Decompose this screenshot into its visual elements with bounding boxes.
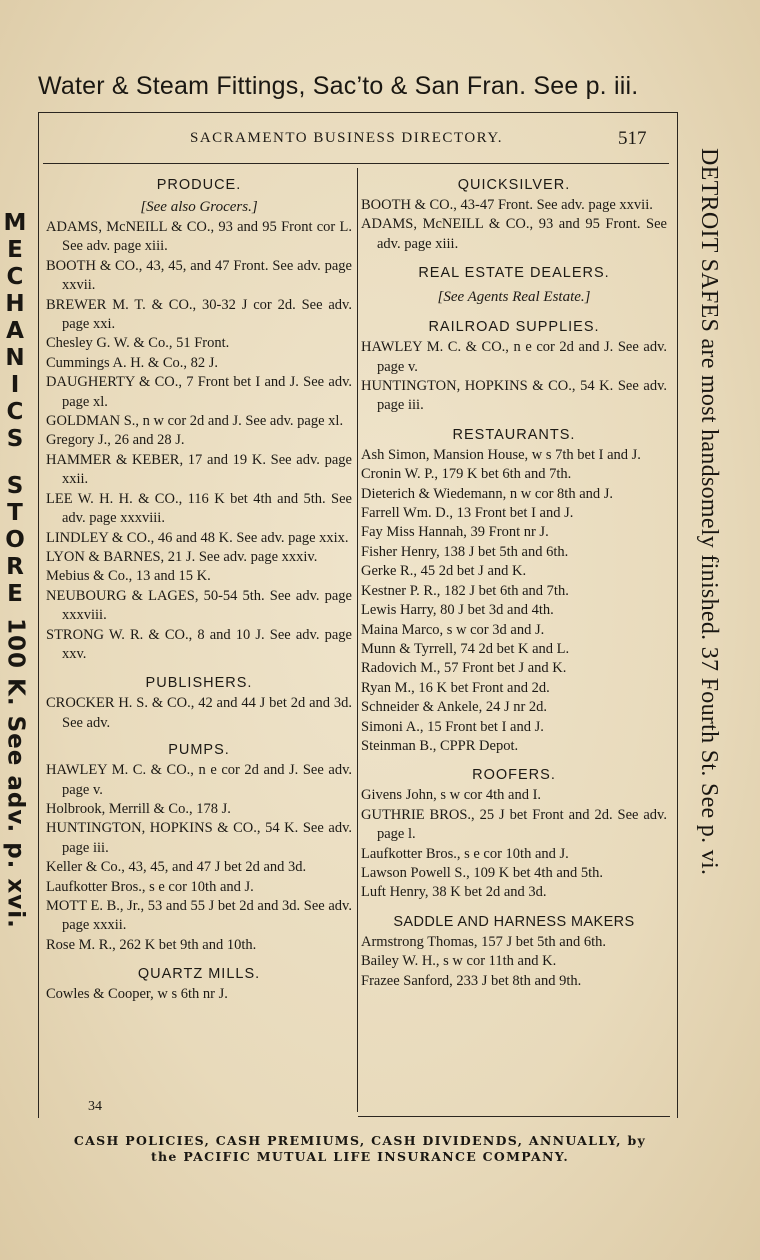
directory-entry: HAMMER & KEBER, 17 and 19 K. See adv. page xxii. <box>46 451 352 488</box>
bottom-rule <box>358 1116 670 1117</box>
left-banner-letter: H <box>5 291 25 317</box>
directory-entry: DAUGHERTY & CO., 7 Front bet I and J. See adv. page xl. <box>46 374 352 410</box>
footer-line-2: the PACIFIC MUTUAL LIFE INSURANCE COMPANY. <box>150 1149 570 1164</box>
directory-entry: CROCKER H. S. & CO., 42 and 44 J bet 2d and 3d. See adv. <box>46 695 352 731</box>
left-advertisement-banner <box>0 210 35 1090</box>
directory-entry: Holbrook, Merrill & Co., 178 J. <box>46 800 231 817</box>
left-banner-letter: I <box>10 372 20 398</box>
section-heading-publishers: PUBLISHERS. <box>145 675 253 692</box>
running-head: SACRAMENTO BUSINESS DIRECTORY. <box>190 130 503 146</box>
directory-entry: Keller & Co., 43, 45, and 47 J bet 2d and 3d. <box>46 859 307 876</box>
directory-entry: Givens John, s w cor 4th and I. <box>361 787 542 804</box>
left-banner-letter: M <box>3 210 27 236</box>
left-banner-letter: C <box>6 399 24 425</box>
directory-entry: NEUBOURG & LAGES, 50-54 5th. See adv. page xxxviii. <box>46 587 352 624</box>
directory-entry: Laufkotter Bros., s e cor 10th and J. <box>361 845 569 862</box>
directory-entry: Dieterich & Wiedemann, n w cor 8th and J. <box>361 485 614 502</box>
directory-entry: Frazee Sanford, 233 J bet 8th and 9th. <box>361 972 582 989</box>
left-banner-letter: N <box>5 345 25 371</box>
directory-entry: Ash Simon, Mansion House, w s 7th bet I and J. <box>361 446 641 463</box>
directory-entry: Fay Miss Hannah, 39 Front nr J. <box>361 524 549 541</box>
directory-entry: Lawson Powell S., 109 K bet 4th and 5th. <box>361 864 604 881</box>
directory-entry: LINDLEY & CO., 46 and 48 K. See adv. page xxix. <box>46 529 349 546</box>
page-number: 517 <box>618 128 647 149</box>
directory-entry: Mebius & Co., 13 and 15 K. <box>46 568 211 585</box>
section-heading-produce: PRODUCE. <box>156 177 242 193</box>
left-banner-letter: S <box>6 473 24 499</box>
bottom-advertisement <box>40 1133 680 1165</box>
left-banner-rest: 100 K. See adv. p. xvi. <box>2 618 29 929</box>
section-heading-quicksilver: QUICKSILVER. <box>457 177 571 193</box>
directory-entry: Cummings A. H. & Co., 82 J. <box>46 354 219 371</box>
left-banner-letter: O <box>5 527 25 553</box>
directory-entry: Radovich M., 57 Front bet J and K. <box>361 660 567 677</box>
directory-entry: LYON & BARNES, 21 J. See adv. page xxxiv. <box>46 548 318 565</box>
section-heading-roofers: ROOFERS. <box>472 767 556 784</box>
directory-entry: Maina Marco, s w cor 3d and J. <box>361 621 545 638</box>
directory-entry: Simoni A., 15 Front bet I and J. <box>361 718 544 735</box>
directory-entry: Gregory J., 26 and 28 J. <box>46 432 185 449</box>
section-heading-real-estate: REAL ESTATE DEALERS. <box>418 265 610 282</box>
directory-entry: Schneider & Ankele, 24 J nr 2d. <box>361 699 548 716</box>
cross-reference-note: [See Agents Real Estate.] <box>437 289 591 306</box>
directory-entry: HAWLEY M. C. & CO., n e cor 2d and J. See adv. page v. <box>361 339 667 375</box>
section-heading-saddle-harness: SADDLE AND HARNESS MAKERS <box>393 913 635 930</box>
column-divider <box>357 168 358 1112</box>
directory-entry: Steinman B., CPPR Depot. <box>361 737 519 754</box>
directory-entry: ADAMS, McNEILL & CO., 93 and 95 Front. See adv. page xiii. <box>361 216 667 252</box>
left-banner-letter: T <box>7 500 23 526</box>
top-advertisement-banner: Water & Steam Fittings, Sac’to & San Fran. See p. iii. <box>38 72 639 100</box>
section-heading-restaurants: RESTAURANTS. <box>452 426 576 443</box>
directory-entry: MOTT E. B., Jr., 53 and 55 J bet 2d and 3d. See adv. page xxxii. <box>46 898 352 934</box>
directory-entry: Ryan M., 16 K bet Front and 2d. <box>361 679 550 696</box>
directory-entry: GUTHRIE BROS., 25 J bet Front and 2d. See adv. page l. <box>361 806 667 843</box>
directory-entry: Armstrong Thomas, 157 J bet 5th and 6th. <box>361 933 607 950</box>
left-banner-letter: E <box>7 581 23 607</box>
left-banner-letter: S <box>6 426 24 452</box>
directory-entry: Lewis Harry, 80 J bet 3d and 4th. <box>361 602 554 619</box>
signature-mark: 34 <box>88 1099 102 1114</box>
directory-entry: Gerke R., 45 2d bet J and K. <box>361 563 527 580</box>
directory-entry: HUNTINGTON, HOPKINS & CO., 54 K. See adv. page iii. <box>361 378 667 414</box>
directory-entry: LEE W. H. H. & CO., 116 K bet 4th and 5th. See adv. page xxxviii. <box>46 490 352 527</box>
left-banner-letter: E <box>7 237 23 263</box>
directory-entry: Laufkotter Bros., s e cor 10th and J. <box>46 878 254 895</box>
directory-entry: Chesley G. W. & Co., 51 Front. <box>46 335 230 352</box>
left-banner-letter: C <box>6 264 24 290</box>
directory-entry: GOLDMAN S., n w cor 2d and J. See adv. page xl. <box>46 413 344 430</box>
directory-entry: Kestner P. R., 182 J bet 6th and 7th. <box>361 582 569 599</box>
left-column <box>46 172 352 1005</box>
section-heading-quartz-mills: QUARTZ MILLS. <box>137 966 261 983</box>
directory-entry: BOOTH & CO., 43, 45, and 47 Front. See adv. page xxvii. <box>46 257 352 294</box>
directory-entry: Luft Henry, 38 K bet 2d and 3d. <box>361 884 547 901</box>
directory-entry: Cowles & Cooper, w s 6th nr J. <box>46 986 228 1003</box>
left-banner-letter: A <box>6 318 24 344</box>
directory-entry: BREWER M. T. & CO., 30-32 J cor 2d. See adv. page xxi. <box>46 296 352 333</box>
directory-entry: Farrell Wm. D., 13 Front bet I and J. <box>361 505 574 522</box>
directory-entry: Bailey W. H., s w cor 11th and K. <box>361 953 557 970</box>
directory-entry: Munn & Tyrrell, 74 2d bet K and L. <box>361 640 570 657</box>
footer-line-1: CASH POLICIES, CASH PREMIUMS, CASH DIVIDENDS, ANNUALLY, by <box>73 1133 647 1148</box>
directory-entry: Fisher Henry, 138 J bet 5th and 6th. <box>361 543 569 560</box>
section-heading-pumps: PUMPS. <box>168 742 230 759</box>
cross-reference-note: [See also Grocers.] <box>140 199 258 215</box>
directory-entry: Rose M. R., 262 K bet 9th and 10th. <box>46 936 257 953</box>
directory-entry: ADAMS, McNEILL & CO., 93 and 95 Front cor L. See adv. page xiii. <box>46 219 352 255</box>
right-advertisement-banner: DETROIT SAFES are most handsomely finished. 37 Fourth St. See p. vi. <box>696 148 722 876</box>
directory-entry: STRONG W. R. & CO., 8 and 10 J. See adv. page xxv. <box>46 626 352 662</box>
section-heading-railroad: RAILROAD SUPPLIES. <box>428 319 600 336</box>
directory-entry: HAWLEY M. C. & CO., n e cor 2d and J. See adv. page v. <box>46 762 352 798</box>
directory-entry: HUNTINGTON, HOPKINS & CO., 54 K. See adv. page iii. <box>46 820 352 856</box>
directory-entry: Cronin W. P., 179 K bet 6th and 7th. <box>361 466 572 483</box>
directory-entry: BOOTH & CO., 43-47 Front. See adv. page xxvii. <box>361 197 653 213</box>
left-banner-letter: R <box>6 554 24 580</box>
right-column <box>361 172 667 991</box>
header-rule <box>43 163 669 164</box>
